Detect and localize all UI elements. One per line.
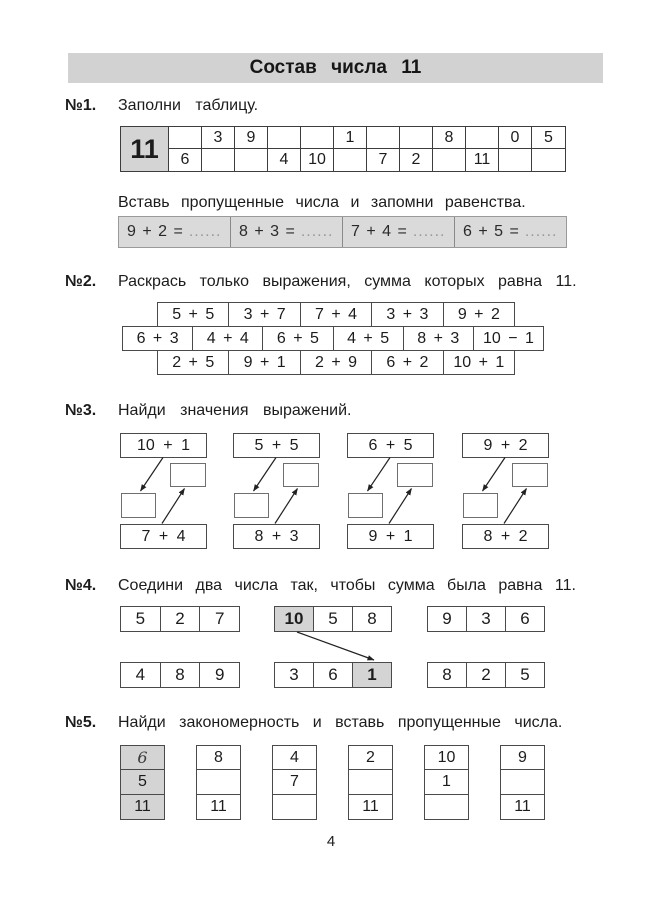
answer-box bbox=[283, 463, 319, 487]
exercise5-heading bbox=[65, 714, 610, 732]
exercise5-instruction: Найди закономерность и вставь пропущенные числа. bbox=[118, 714, 563, 731]
ex5-stack-6 bbox=[500, 745, 545, 820]
number-cell: 2 bbox=[161, 607, 201, 631]
ex4-group3-top bbox=[427, 606, 545, 632]
ex1-r2-cell bbox=[235, 149, 268, 171]
ex4-group1-bottom bbox=[120, 662, 240, 688]
number-cell: 2 bbox=[467, 663, 506, 687]
ex2-row1 bbox=[157, 302, 515, 327]
expression-box: 5 + 5 bbox=[233, 433, 320, 458]
ex1-r1-cell: 5 bbox=[532, 127, 565, 149]
expression-box: 6 + 5 bbox=[347, 433, 434, 458]
ex1-equations-bar bbox=[118, 216, 567, 248]
ex1-r2-cell: 6 bbox=[169, 149, 202, 171]
ex1-r2-cell: 2 bbox=[400, 149, 433, 171]
ex3-group-1 bbox=[120, 430, 207, 550]
ex5-stack-5 bbox=[424, 745, 469, 820]
pattern-cell: 11 bbox=[348, 795, 393, 820]
exercise3-instruction: Найди значения выражений. bbox=[118, 402, 352, 419]
exercise3-label: №3. bbox=[65, 402, 97, 419]
expression-box: 7 + 4 bbox=[120, 524, 207, 549]
expression-box: 9 + 1 bbox=[347, 524, 434, 549]
ex1-r2-cell: 10 bbox=[301, 149, 334, 171]
ex5-stack-3 bbox=[272, 745, 317, 820]
number-cell: 3 bbox=[467, 607, 506, 631]
pattern-cell: 11 bbox=[196, 795, 241, 820]
number-cell: 6 bbox=[520, 609, 530, 628]
expression-box: 8 + 2 bbox=[462, 524, 549, 549]
pattern-cell bbox=[196, 770, 241, 795]
ex3-group-4 bbox=[462, 430, 549, 550]
answer-box bbox=[234, 493, 269, 518]
ex5-stack-1-example bbox=[120, 745, 165, 820]
number-cell: 5 bbox=[121, 607, 161, 631]
equation-answer-dots: ...... bbox=[412, 223, 446, 240]
expression-cell: 4 + 4 bbox=[193, 327, 263, 350]
ex2-row2 bbox=[122, 326, 544, 351]
ex3-group-3 bbox=[347, 430, 434, 550]
answer-box bbox=[512, 463, 548, 487]
ex1-r1-cell bbox=[367, 127, 400, 149]
pattern-cell bbox=[272, 795, 317, 820]
exercise4-label: №4. bbox=[65, 577, 97, 594]
number-cell: 8 bbox=[367, 609, 377, 628]
number-cell: 8 bbox=[428, 663, 467, 687]
equation-expression: 8 + 3 = bbox=[239, 223, 295, 240]
ex4-group1-top bbox=[120, 606, 240, 632]
ex1-r2-cell bbox=[499, 149, 532, 171]
ex1-composition-table bbox=[120, 126, 566, 172]
ex1-r2-cell bbox=[334, 149, 367, 171]
number-cell: 4 bbox=[121, 663, 161, 687]
ex1-r2-cell bbox=[433, 149, 466, 171]
answer-box bbox=[121, 493, 156, 518]
pattern-cell: 1 bbox=[424, 770, 469, 795]
exercise4-instruction: Соедини два числа так, чтобы сумма была равна 11. bbox=[118, 577, 576, 594]
exercise1-label: №1. bbox=[65, 97, 97, 114]
ex1-r2-cell bbox=[532, 149, 565, 171]
expression-cell: 4 + 5 bbox=[334, 327, 404, 350]
ex1-r1-cell bbox=[169, 127, 202, 149]
number-cell: 8 bbox=[161, 663, 201, 687]
expression-cell: 10 + 1 bbox=[453, 353, 505, 371]
expression-box: 8 + 3 bbox=[233, 524, 320, 549]
ex1-r2-cell: 11 bbox=[466, 149, 499, 171]
expression-cell: 6 + 2 bbox=[372, 351, 443, 374]
answer-box bbox=[348, 493, 383, 518]
pattern-cell-handwritten: 6 bbox=[120, 745, 165, 770]
equation-answer-dots: ...... bbox=[524, 223, 558, 240]
expression-cell: 3 + 7 bbox=[229, 303, 300, 326]
ex1-r1-cell bbox=[400, 127, 433, 149]
equation-expression: 6 + 5 = bbox=[463, 223, 519, 240]
ex1-r1-cell bbox=[268, 127, 301, 149]
pattern-cell bbox=[348, 770, 393, 795]
equation-cell bbox=[231, 217, 343, 247]
pattern-cell bbox=[500, 770, 545, 795]
number-cell: 3 bbox=[275, 663, 314, 687]
number-cell: 5 bbox=[314, 607, 353, 631]
pattern-cell: 2 bbox=[348, 745, 393, 770]
ex1-r1-cell: 1 bbox=[334, 127, 367, 149]
expression-cell: 9 + 2 bbox=[457, 305, 500, 323]
pattern-cell: 10 bbox=[424, 745, 469, 770]
answer-box bbox=[397, 463, 433, 487]
pattern-cell: 7 bbox=[272, 770, 317, 795]
expression-cell: 2 + 9 bbox=[301, 351, 372, 374]
pattern-cell: 11 bbox=[500, 795, 545, 820]
ex1-r2-cell: 7 bbox=[367, 149, 400, 171]
exercise1-instruction2: Вставь пропущенные числа и запомни равенства. bbox=[118, 194, 526, 211]
expression-cell: 10 − 1 bbox=[482, 329, 534, 347]
ex1-r1-cell: 0 bbox=[499, 127, 532, 149]
number-cell: 5 bbox=[520, 665, 530, 684]
ex5-stack-4 bbox=[348, 745, 393, 820]
ex1-table-header-cell: 11 bbox=[121, 127, 169, 171]
exercise2-instruction: Раскрась только выражения, сумма которых равна 11. bbox=[118, 273, 577, 290]
number-cell-highlighted: 10 bbox=[275, 607, 314, 631]
ex1-r1-cell: 8 bbox=[433, 127, 466, 149]
equation-cell bbox=[455, 217, 566, 247]
connect-arrow bbox=[274, 631, 392, 663]
expression-cell: 7 + 4 bbox=[301, 303, 372, 326]
exercise2-heading bbox=[65, 273, 610, 291]
ex4-group2-top bbox=[274, 606, 392, 632]
number-cell: 9 bbox=[214, 665, 225, 684]
ex1-table-grid bbox=[169, 127, 565, 171]
expression-cell: 5 + 5 bbox=[158, 303, 229, 326]
answer-box bbox=[463, 493, 498, 518]
expression-box: 9 + 2 bbox=[462, 433, 549, 458]
equation-answer-dots: ...... bbox=[188, 223, 222, 240]
ex1-r1-cell: 9 bbox=[235, 127, 268, 149]
ex1-r1-cell: 3 bbox=[202, 127, 235, 149]
exercise5-label: №5. bbox=[65, 714, 97, 731]
number-cell: 9 bbox=[428, 607, 467, 631]
ex4-group2-bottom bbox=[274, 662, 392, 688]
ex4-group3-bottom bbox=[427, 662, 545, 688]
ex2-row3 bbox=[157, 350, 515, 375]
expression-cell: 2 + 5 bbox=[158, 351, 229, 374]
equation-expression: 9 + 2 = bbox=[127, 223, 183, 240]
ex1-r1-cell bbox=[466, 127, 499, 149]
expression-cell: 9 + 1 bbox=[229, 351, 300, 374]
ex3-group-2 bbox=[233, 430, 320, 550]
equation-cell bbox=[119, 217, 231, 247]
ex1-r2-cell bbox=[202, 149, 235, 171]
ex1-r2-cell: 4 bbox=[268, 149, 301, 171]
equation-answer-dots: ...... bbox=[300, 223, 334, 240]
equation-cell bbox=[343, 217, 455, 247]
number-cell-highlighted: 1 bbox=[353, 663, 391, 687]
pattern-cell: 9 bbox=[500, 745, 545, 770]
expression-cell: 8 + 3 bbox=[404, 327, 474, 350]
pattern-cell: 5 bbox=[120, 770, 165, 795]
pattern-cell: 11 bbox=[120, 795, 165, 820]
expression-cell: 6 + 3 bbox=[123, 327, 193, 350]
expression-box: 10 + 1 bbox=[120, 433, 207, 458]
expression-cell: 3 + 3 bbox=[372, 303, 443, 326]
page-title: Состав числа 11 bbox=[68, 53, 603, 83]
answer-box bbox=[170, 463, 206, 487]
exercise3-heading bbox=[65, 402, 610, 420]
number-cell: 7 bbox=[214, 609, 225, 628]
pattern-cell: 4 bbox=[272, 745, 317, 770]
expression-cell: 6 + 5 bbox=[263, 327, 333, 350]
equation-expression: 7 + 4 = bbox=[351, 223, 407, 240]
exercise1-heading bbox=[65, 97, 610, 115]
exercise4-heading bbox=[65, 577, 610, 595]
number-cell: 6 bbox=[314, 663, 353, 687]
exercise2-label: №2. bbox=[65, 273, 97, 290]
pattern-cell: 8 bbox=[196, 745, 241, 770]
ex1-r1-cell bbox=[301, 127, 334, 149]
ex5-stack-2 bbox=[196, 745, 241, 820]
exercise1-instruction: Заполни таблицу. bbox=[118, 97, 259, 114]
page-number: 4 bbox=[326, 833, 336, 850]
pattern-cell bbox=[424, 795, 469, 820]
